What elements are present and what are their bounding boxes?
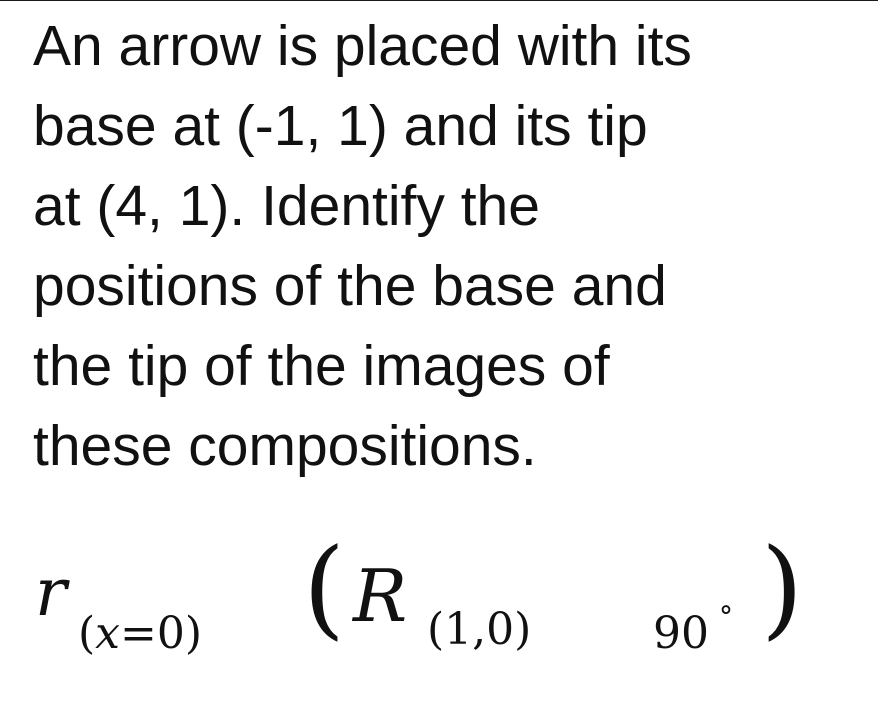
problem-line-3: at (4, 1). Identify the bbox=[33, 174, 540, 238]
reflection-subscript-variable: x bbox=[95, 608, 120, 659]
problem-text bbox=[33, 6, 863, 486]
problem-line-2: base at (-1, 1) and its tip bbox=[33, 94, 648, 158]
problem-line-5: the tip of the images of bbox=[33, 334, 610, 398]
rotation-symbol: R bbox=[353, 554, 408, 638]
open-parenthesis: ( bbox=[303, 526, 346, 651]
top-border-rule bbox=[0, 0, 878, 1]
rotation-angle: 90 bbox=[653, 608, 709, 659]
reflection-symbol: r bbox=[35, 554, 67, 631]
reflection-subscript: (x=0) bbox=[78, 608, 203, 659]
problem-line-6: these compositions. bbox=[33, 414, 537, 478]
degree-symbol: ° bbox=[719, 600, 733, 633]
problem-line-4: positions of the base and bbox=[33, 254, 667, 318]
reflection-subscript-equation: =0 bbox=[120, 608, 185, 659]
close-parenthesis: ) bbox=[761, 526, 804, 651]
problem-line-1: An arrow is placed with its bbox=[33, 14, 692, 78]
rotation-center-subscript: (1,0) bbox=[427, 604, 532, 655]
